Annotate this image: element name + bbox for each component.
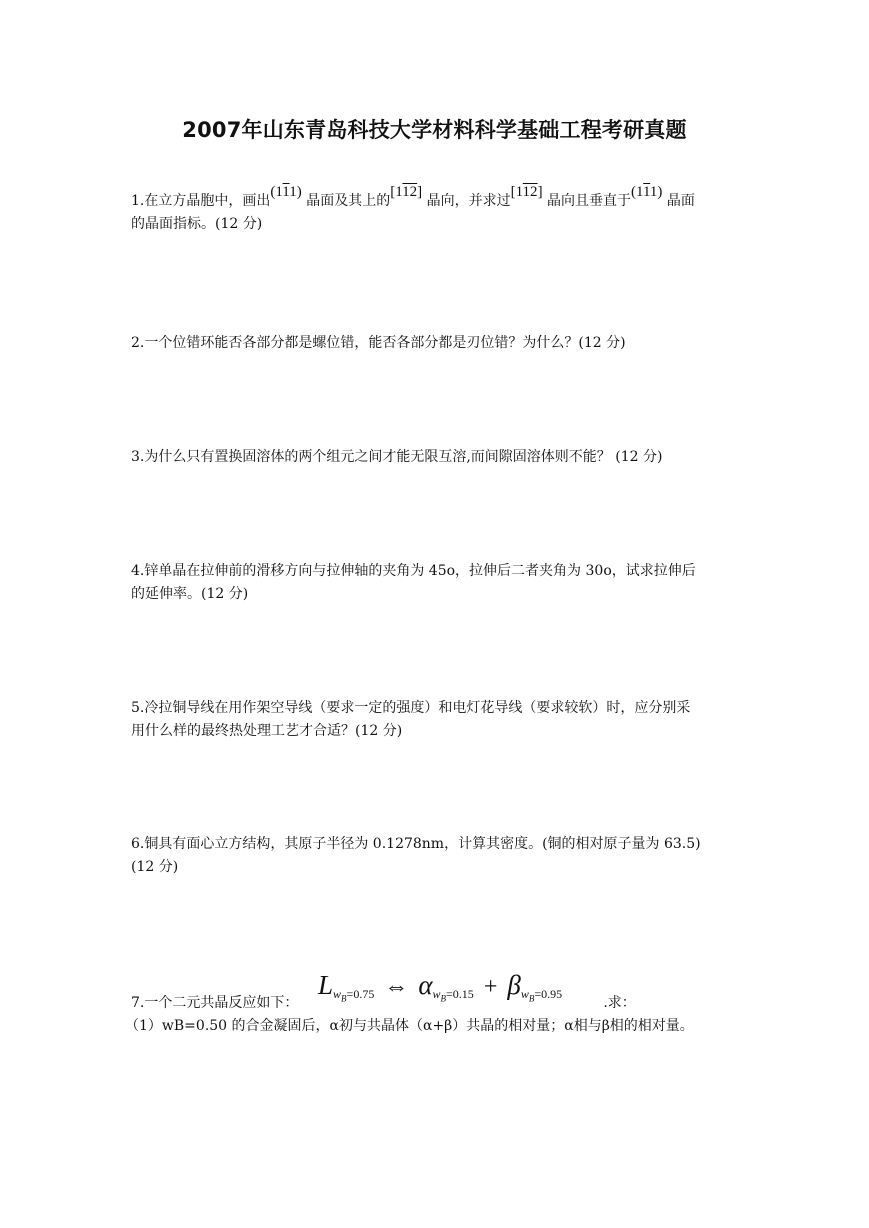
formula-liquid-subscript: wB=0.75 (333, 987, 375, 1004)
q1-text-3: 晶向，并求过 (426, 193, 511, 209)
formula-plus-sign: + (483, 974, 498, 1000)
direction-index-1: [112] (390, 184, 423, 200)
question-2 (131, 332, 741, 355)
question-6 (131, 833, 741, 879)
formula-beta-subscript: wB=0.95 (520, 987, 563, 1004)
q7-suffix: .求： (603, 995, 636, 1011)
q1-text-2: 晶面及其上的 (306, 193, 391, 209)
question-5-line-1: 5.冷拉铜导线在用作架空导线（要求一定的强度）和电灯花导线（要求较软）时，应分别采 (131, 700, 691, 716)
q1-text-5: 晶面 (666, 193, 695, 209)
formula-equivalence-arrow: ⇔ (384, 974, 409, 1000)
formula-beta-symbol: β (507, 970, 521, 1000)
question-6-line-1: 6.铜具有面心立方结构，其原子半径为 0.1278nm，计算其密度。(铜的相对原子量为 63.5) (131, 836, 701, 852)
question-4-line-1: 4.锌单晶在拉伸前的滑移方向与拉伸轴的夹角为 45o，拉伸后二者夹角为 30o，试求拉伸后 (131, 563, 696, 579)
question-3 (131, 446, 741, 469)
question-5 (131, 697, 741, 743)
eutectic-reaction-formula (318, 970, 562, 1004)
question-1-line-2: 的晶面指标。(12 分) (131, 216, 263, 232)
q1-text-1: 1.在立方晶胞中，画出 (131, 193, 271, 209)
q7-prefix: 7.一个二元共晶反应如下： (131, 995, 299, 1011)
question-5-line-2: 用什么样的最终热处理工艺才合适？(12 分) (131, 723, 403, 739)
plane-index-1: (111) (270, 184, 302, 200)
page-title: 2007年山东青岛科技大学材料科学基础工程考研真题 (182, 118, 687, 142)
question-7-line-2: （1）wB=0.50 的合金凝固后，α初与共晶体（α+β）共晶的相对量；α相与β相的相对量。 (125, 1018, 694, 1034)
question-2-line-1: 2.一个位错环能否各部分都是螺位错，能否各部分都是刃位错？为什么？(12 分) (131, 335, 626, 351)
direction-index-2: [112] (510, 184, 543, 200)
question-1-line-1 (131, 184, 741, 213)
question-6-line-2: (12 分) (131, 859, 179, 875)
question-4-line-2: 的延伸率。(12 分) (131, 586, 249, 602)
formula-alpha-subscript: wB=0.15 (432, 987, 474, 1004)
q1-text-4: 晶向且垂直于 (547, 193, 632, 209)
formula-liquid-symbol: L (318, 970, 334, 1000)
question-4 (131, 560, 741, 606)
question-3-line-1: 3.为什么只有置换固溶体的两个组元之间才能无限互溶,而间隙固溶体则不能？ (12 分) (131, 449, 663, 465)
formula-alpha-symbol: α (418, 970, 433, 1000)
plane-index-2: (111) (631, 184, 663, 200)
question-1 (131, 184, 741, 236)
